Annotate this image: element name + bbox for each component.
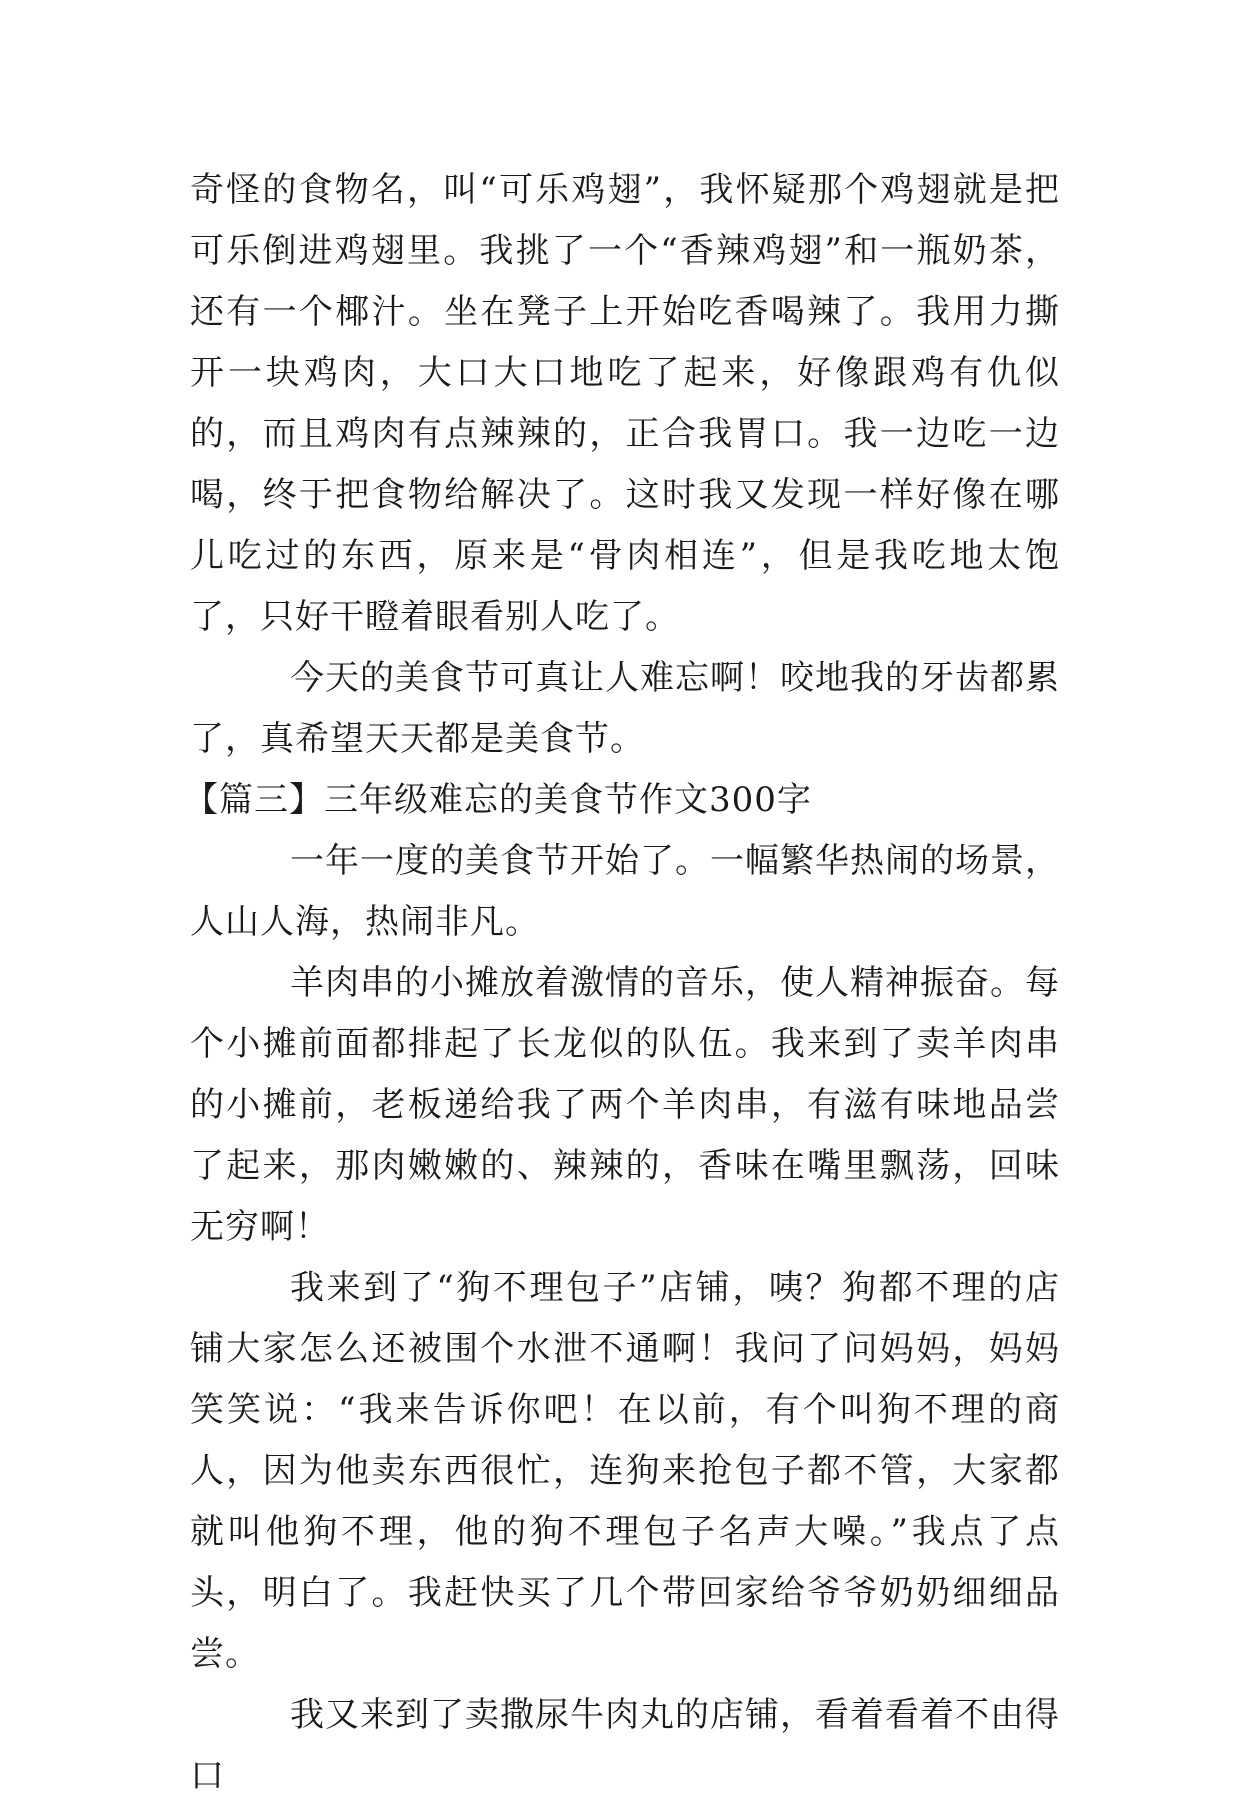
paragraph-beef-balls: 我又来到了卖撒尿牛肉丸的店铺，看着看着不由得口 [190,1695,1060,1796]
article-body [184,160,1060,1807]
paragraph-conclusion: 今天的美食节可真让人难忘啊！咬地我的牙齿都累了，真希望天天都是美食节。 [190,658,1060,759]
paragraph-continued: 奇怪的食物名，叫“可乐鸡翅”，我怀疑那个鸡翅就是把可乐倒进鸡翅里。我挑了一个“香辣鸡翅”和一瓶奶茶，还有一个椰汁。坐在凳子上开始吃香喝辣了。我用力撕开一块鸡肉，大口大口地吃了起来，好像跟鸡有仇似的，而且鸡肉有点辣辣的，正合我胃口。我一边吃一边喝，终于把食物给解决了。这时我又发现一样好像在哪儿吃过的东西，原来是“骨肉相连”，但是我吃地太饱了，只好干瞪着眼看别人吃了。 [190,170,1060,637]
section-heading: 【篇三】三年级难忘的美食节作文300字 [184,780,812,820]
paragraph-intro: 一年一度的美食节开始了。一幅繁华热闹的场景，人山人海，热闹非凡。 [190,841,1060,942]
paragraph-lamb-skewers: 羊肉串的小摊放着激情的音乐，使人精神振奋。每个小摊前面都排起了长龙似的队伍。我来到了卖羊肉串的小摊前，老板递给我了两个羊肉串，有滋有味地品尝了起来，那肉嫩嫩的、辣辣的，香味在嘴里飘荡，回味无穷啊！ [190,963,1060,1247]
paragraph-goubuli-buns: 我来到了“狗不理包子”店铺，咦？狗都不理的店铺大家怎么还被围个水泄不通啊！我问了问妈妈，妈妈笑笑说：“我来告诉你吧！在以前，有个叫狗不理的商人，因为他卖东西很忙，连狗来抢包子都不管，大家都就叫他狗不理，他的狗不理包子名声大噪。”我点了点头，明白了。我赶快买了几个带回家给爷爷奶奶细细品尝。 [190,1268,1060,1674]
